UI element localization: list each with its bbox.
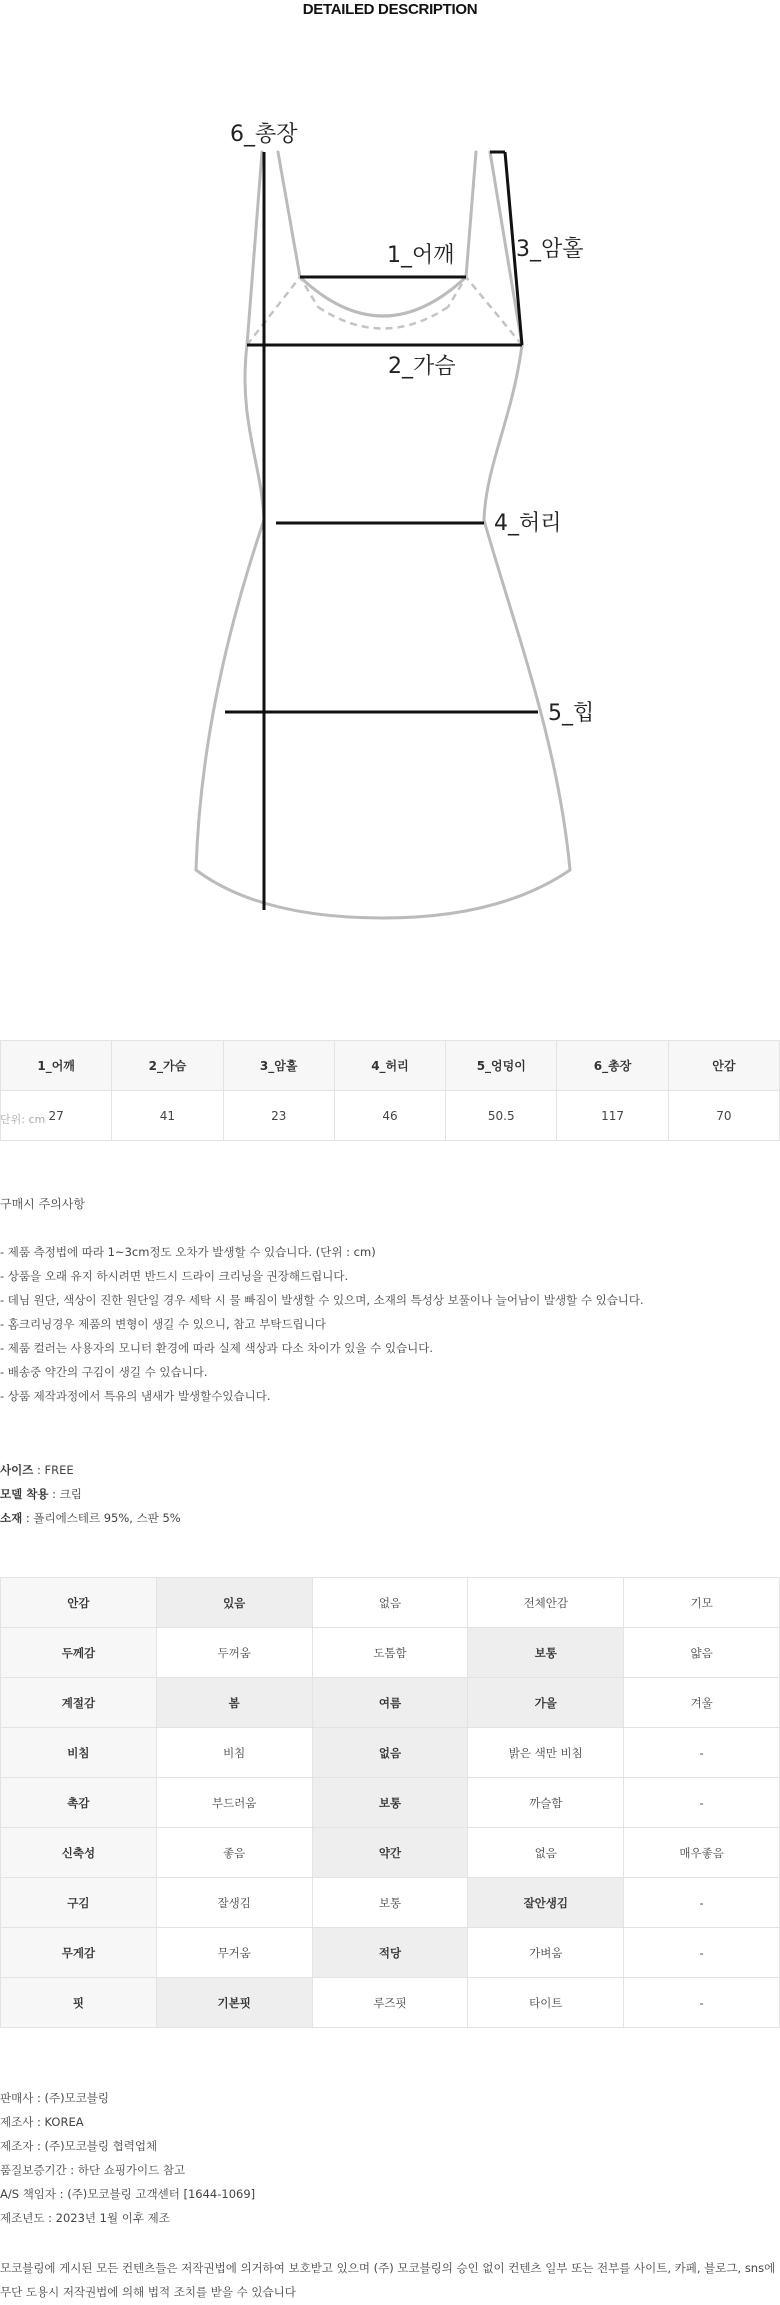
feature-row bbox=[1, 1728, 780, 1778]
size-header-cell: 3_암홀 bbox=[223, 1041, 334, 1091]
feature-option: 매우좋음 bbox=[624, 1828, 780, 1878]
feature-label: 구김 bbox=[1, 1878, 157, 1928]
info-line: A/S 책임자 : (주)모코블링 고객센터 [1644-1069] bbox=[0, 2187, 256, 2201]
feature-row bbox=[1, 1978, 780, 2028]
feature-option: 부드러움 bbox=[156, 1778, 312, 1828]
feature-label: 두께감 bbox=[1, 1628, 157, 1678]
feature-option: 루즈핏 bbox=[312, 1978, 468, 2028]
size-header-cell: 안감 bbox=[668, 1041, 779, 1091]
size-header-cell: 6_총장 bbox=[557, 1041, 668, 1091]
size-value-cell: 27 bbox=[1, 1091, 112, 1141]
feature-row bbox=[1, 1878, 780, 1928]
size-header-cell: 5_엉덩이 bbox=[446, 1041, 557, 1091]
feature-option: 겨울 bbox=[624, 1678, 780, 1728]
size-table-value-row bbox=[1, 1091, 780, 1141]
feature-row bbox=[1, 1628, 780, 1678]
feature-label: 촉감 bbox=[1, 1778, 157, 1828]
feature-option: - bbox=[624, 1728, 780, 1778]
feature-option: 타이트 bbox=[468, 1978, 624, 2028]
size-value-cell: 117 bbox=[557, 1091, 668, 1141]
left-strap-outer bbox=[247, 152, 262, 345]
shoulder-label: 1_어깨 bbox=[387, 243, 455, 268]
left-body-side bbox=[196, 345, 264, 870]
info-line: 제조년도 : 2023년 1월 이후 제조 bbox=[0, 2211, 170, 2225]
feature-row bbox=[1, 1928, 780, 1978]
dress-measurement-diagram bbox=[0, 110, 780, 930]
feature-label: 신축성 bbox=[1, 1828, 157, 1878]
feature-label: 안감 bbox=[1, 1578, 157, 1628]
feature-option: 기본핏 bbox=[156, 1978, 312, 2028]
note-line: - 데님 원단, 색상이 진한 원단일 경우 세탁 시 물 빠짐이 발생할 수 있으며, 소재의 특성상 보풀이나 늘어남이 발생할 수 있습니다. bbox=[0, 1293, 644, 1307]
feature-option: 보통 bbox=[468, 1628, 624, 1678]
note-line: - 배송중 약간의 구김이 생길 수 있습니다. bbox=[0, 1365, 208, 1379]
feature-label: 계절감 bbox=[1, 1678, 157, 1728]
feature-option: 전체안감 bbox=[468, 1578, 624, 1628]
info-line: 판매사 : (주)모코블링 bbox=[0, 2091, 110, 2105]
feature-option: 도톰함 bbox=[312, 1628, 468, 1678]
right-strap-inner bbox=[466, 152, 476, 277]
unit-note: 단위: cm bbox=[0, 1113, 46, 1126]
spec-model: 모델 착용 : 크림 bbox=[0, 1487, 82, 1501]
feature-option: 보통 bbox=[312, 1878, 468, 1928]
feature-option: 여름 bbox=[312, 1678, 468, 1728]
waist-label: 4_허리 bbox=[494, 511, 562, 536]
armhole-label: 3_암홀 bbox=[516, 237, 584, 262]
underbust-dash bbox=[318, 307, 448, 329]
size-value-cell: 70 bbox=[668, 1091, 779, 1141]
feature-row bbox=[1, 1678, 780, 1728]
caution-notes bbox=[0, 1240, 644, 1408]
length-label: 6_총장 bbox=[230, 122, 298, 147]
feature-table bbox=[0, 1577, 780, 2028]
feature-option: 비침 bbox=[156, 1728, 312, 1778]
feature-label: 비침 bbox=[1, 1728, 157, 1778]
size-value-cell: 41 bbox=[112, 1091, 223, 1141]
spec-material: 소재 : 폴리에스테르 95%, 스판 5% bbox=[0, 1511, 181, 1525]
size-table-header-row bbox=[1, 1041, 780, 1091]
copyright-notice bbox=[0, 2256, 780, 2304]
note-line: - 상품을 오래 유지 하시려면 반드시 드라이 크리닝을 권장해드립니다. bbox=[0, 1269, 349, 1283]
left-bust-dash bbox=[247, 277, 318, 345]
feature-option: - bbox=[624, 1978, 780, 2028]
product-spec bbox=[0, 1458, 181, 1530]
feature-option: 적당 bbox=[312, 1928, 468, 1978]
size-value-cell: 50.5 bbox=[446, 1091, 557, 1141]
copyright-line: 무단 도용시 저작권법에 의해 법적 조치를 받을 수 있습니다 bbox=[0, 2285, 296, 2299]
feature-option: 약간 bbox=[312, 1828, 468, 1878]
feature-option: 잘생김 bbox=[156, 1878, 312, 1928]
feature-option: 없음 bbox=[468, 1828, 624, 1878]
feature-row bbox=[1, 1578, 780, 1628]
note-line: - 상품 제작과정에서 특유의 냄새가 발생할수있습니다. bbox=[0, 1389, 271, 1403]
size-header-cell: 4_허리 bbox=[334, 1041, 445, 1091]
feature-option: - bbox=[624, 1778, 780, 1828]
page-title: DETAILED DESCRIPTION bbox=[302, 1, 478, 18]
size-value-cell: 23 bbox=[223, 1091, 334, 1141]
feature-row bbox=[1, 1778, 780, 1828]
caution-title: 구매시 주의사항 bbox=[0, 1197, 85, 1211]
feature-option: 없음 bbox=[312, 1728, 468, 1778]
right-body-side bbox=[484, 345, 570, 870]
feature-option: 보통 bbox=[312, 1778, 468, 1828]
feature-option: 얇음 bbox=[624, 1628, 780, 1678]
feature-label: 무게감 bbox=[1, 1928, 157, 1978]
feature-option: 잘안생김 bbox=[468, 1878, 624, 1928]
left-strap-inner bbox=[278, 152, 300, 277]
size-header-cell: 2_가슴 bbox=[112, 1041, 223, 1091]
feature-row bbox=[1, 1828, 780, 1878]
seller-info bbox=[0, 2086, 255, 2230]
feature-option: 있음 bbox=[156, 1578, 312, 1628]
feature-option: 좋음 bbox=[156, 1828, 312, 1878]
note-line: - 제품 컬러는 사용자의 모니터 환경에 따라 실제 색상과 다소 차이가 있을 수 있습니다. bbox=[0, 1341, 434, 1355]
feature-option: 두꺼움 bbox=[156, 1628, 312, 1678]
spec-size: 사이즈 : FREE bbox=[0, 1463, 74, 1477]
feature-label: 핏 bbox=[1, 1978, 157, 2028]
hem bbox=[196, 870, 570, 918]
neckline bbox=[300, 277, 466, 316]
copyright-line: 모코블링에 게시된 모든 컨텐츠들은 저작권법에 의거하여 보호받고 있으며 (주) 모코블링의 승인 없이 컨텐츠 일부 또는 전부를 사이트, 카페, 블로그, sns에 bbox=[0, 2261, 776, 2275]
note-line: - 홈크리닝경우 제품의 변형이 생길 수 있으니, 참고 부탁드립니다 bbox=[0, 1317, 326, 1331]
feature-option: 가을 bbox=[468, 1678, 624, 1728]
size-value-cell: 46 bbox=[334, 1091, 445, 1141]
feature-option: - bbox=[624, 1928, 780, 1978]
feature-option: 가벼움 bbox=[468, 1928, 624, 1978]
feature-option: 까슬함 bbox=[468, 1778, 624, 1828]
info-line: 제조사 : KOREA bbox=[0, 2115, 84, 2129]
hip-label: 5_힙 bbox=[548, 701, 595, 726]
feature-option: 기모 bbox=[624, 1578, 780, 1628]
info-line: 품질보증기간 : 하단 쇼핑가이드 참고 bbox=[0, 2163, 186, 2177]
size-header-cell: 1_어깨 bbox=[1, 1041, 112, 1091]
feature-option: - bbox=[624, 1878, 780, 1928]
feature-option: 없음 bbox=[312, 1578, 468, 1628]
note-line: - 제품 측정법에 따라 1~3cm정도 오차가 발생할 수 있습니다. (단위 : cm) bbox=[0, 1245, 376, 1259]
size-table bbox=[0, 1040, 780, 1141]
chest-label: 2_가슴 bbox=[388, 354, 456, 379]
info-line: 제조자 : (주)모코블링 협력업체 bbox=[0, 2139, 158, 2153]
feature-option: 밝은 색만 비침 bbox=[468, 1728, 624, 1778]
feature-option: 봄 bbox=[156, 1678, 312, 1728]
feature-option: 무거움 bbox=[156, 1928, 312, 1978]
